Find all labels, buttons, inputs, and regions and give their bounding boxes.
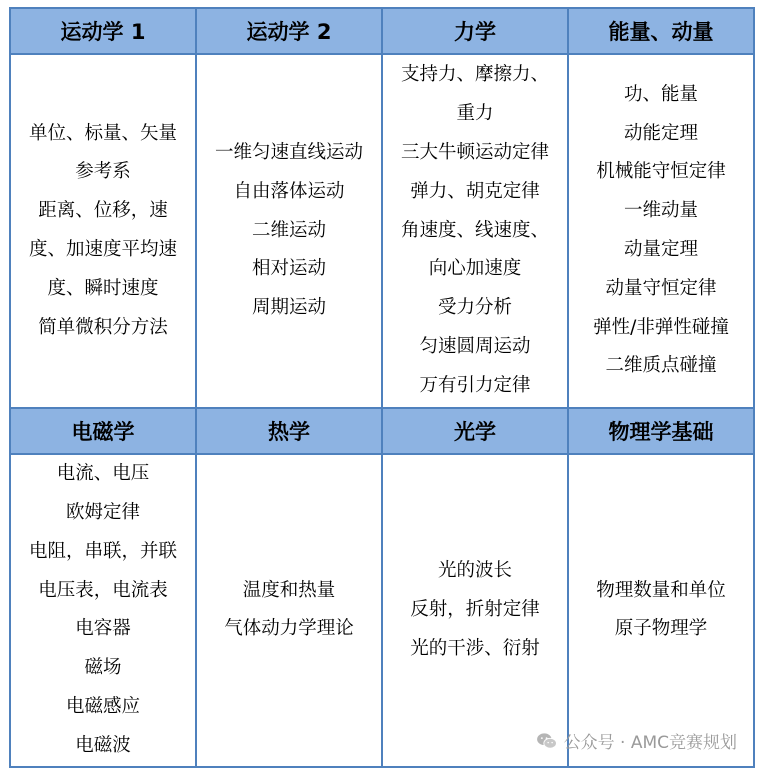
- topic-list: [569, 55, 753, 407]
- content-cell: [382, 54, 568, 408]
- physics-topics-table: [9, 7, 755, 768]
- content-cell: [10, 54, 196, 408]
- topic-item: 光的波长: [437, 560, 512, 582]
- content-cell: [382, 454, 568, 767]
- topic-item: 匀速圆周运动: [419, 335, 531, 357]
- topic-item: 磁场: [84, 657, 122, 679]
- topic-list: [569, 455, 753, 766]
- content-cell: [10, 454, 196, 767]
- topic-item: 弹性/非弹性碰撞: [593, 316, 729, 338]
- topic-item: 电压表，电流表: [38, 579, 168, 601]
- topic-item: 动能定理: [623, 122, 698, 144]
- header-row-top: [10, 8, 754, 54]
- topic-list: [383, 455, 567, 766]
- topic-item: 参考系: [75, 161, 131, 183]
- header-cell: 力学: [382, 8, 568, 54]
- content-cell: [196, 54, 382, 408]
- topic-item: 气体动力学理论: [224, 618, 354, 640]
- topic-item: 功、能量: [623, 83, 698, 105]
- topic-item: 周期运动: [251, 297, 326, 319]
- topic-item: 电磁波: [75, 734, 131, 756]
- content-row-top: [10, 54, 754, 408]
- header-cell: 物理学基础: [568, 408, 754, 454]
- content-row-bottom: [10, 454, 754, 767]
- header-cell: 运动学 1: [10, 8, 196, 54]
- topic-item: 电阻，串联，并联: [28, 540, 177, 562]
- topic-item: 受力分析: [437, 297, 512, 319]
- topic-item: 动量定理: [623, 238, 698, 260]
- topic-item: 度、加速度平均速: [28, 238, 177, 260]
- topic-item: 电流、电压: [56, 463, 150, 485]
- topic-item: 反射，折射定律: [410, 599, 540, 621]
- topic-item: 弹力、胡克定律: [410, 180, 540, 202]
- topic-item: 一维动量: [623, 200, 698, 222]
- topic-item: 原子物理学: [614, 618, 708, 640]
- header-cell: 电磁学: [10, 408, 196, 454]
- topic-item: 角速度、线速度、: [400, 219, 549, 241]
- header-cell: 光学: [382, 408, 568, 454]
- topic-list: [11, 455, 195, 766]
- header-cell: 热学: [196, 408, 382, 454]
- topic-item: 万有引力定律: [419, 374, 531, 396]
- topic-item: 单位、标量、矢量: [28, 122, 177, 144]
- topic-item: 自由落体运动: [233, 180, 345, 202]
- topic-list: [197, 55, 381, 407]
- topic-list: [383, 55, 567, 407]
- topic-item: 光的干涉、衍射: [410, 637, 540, 659]
- topic-item: 物理数量和单位: [596, 579, 726, 601]
- topic-item: 电容器: [75, 618, 131, 640]
- topic-item: 二维运动: [251, 219, 326, 241]
- topic-item: 电磁感应: [65, 696, 140, 718]
- topic-item: 重力: [456, 103, 494, 125]
- topic-item: 相对运动: [251, 258, 326, 280]
- watermark: [536, 728, 737, 753]
- topic-item: 度、瞬时速度: [47, 277, 159, 299]
- topic-item: 支持力、摩擦力、: [400, 64, 549, 86]
- header-cell: 能量、动量: [568, 8, 754, 54]
- topic-item: 欧姆定律: [65, 502, 140, 524]
- header-row-bottom: [10, 408, 754, 454]
- content-cell: [196, 454, 382, 767]
- content-cell: [568, 54, 754, 408]
- header-cell: 运动学 2: [196, 8, 382, 54]
- topic-item: 温度和热量: [242, 579, 336, 601]
- topic-item: 一维匀速直线运动: [214, 141, 363, 163]
- topic-item: 距离、位移，速: [38, 200, 168, 222]
- topic-item: 二维质点碰撞: [605, 355, 717, 377]
- topic-item: 动量守恒定律: [605, 277, 717, 299]
- watermark-text: 公众号 · AMC竞赛规划: [563, 733, 737, 753]
- content-cell: [568, 454, 754, 767]
- topic-list: [11, 55, 195, 407]
- topic-item: 三大牛顿运动定律: [400, 141, 549, 163]
- topic-item: 简单微积分方法: [38, 316, 168, 338]
- topic-item: 向心加速度: [428, 258, 522, 280]
- topic-list: [197, 455, 381, 766]
- wechat-icon: [536, 732, 558, 750]
- topic-item: 机械能守恒定律: [596, 161, 726, 183]
